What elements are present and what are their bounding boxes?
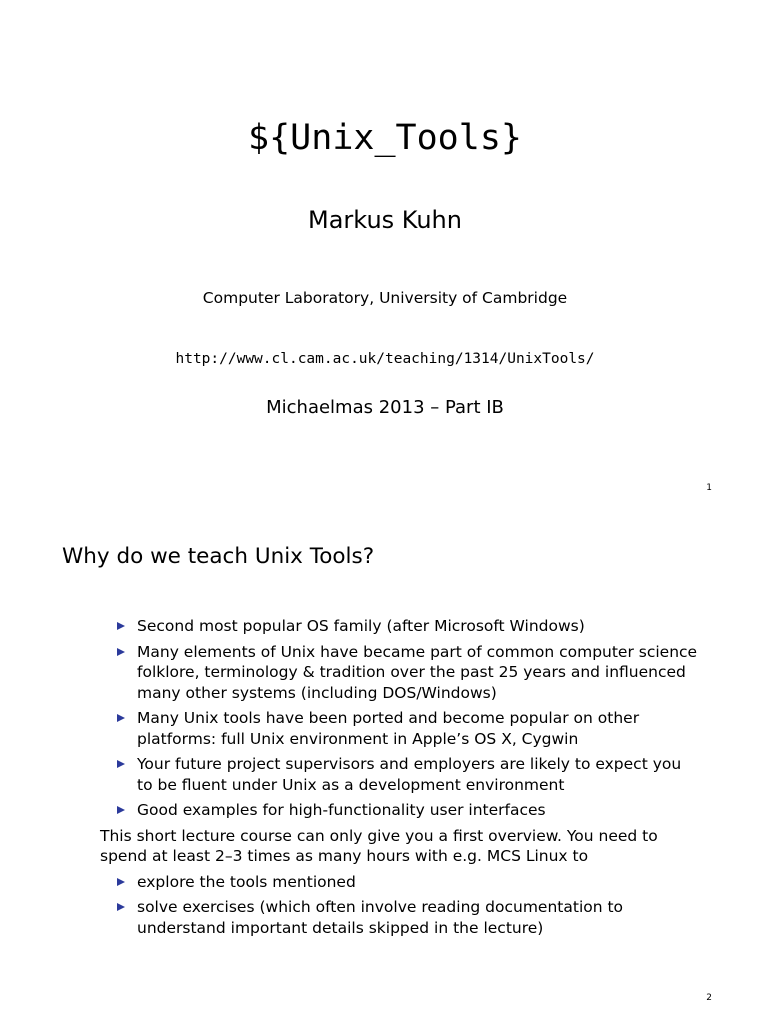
list-item-text: Your future project supervisors and employers are likely to expect you to be fluent under Unix as a development environment [137, 755, 682, 794]
overview-paragraph: This short lecture course can only give you a first overview. You need to spend at least 2–3 times as many hours with e.g. MCS Linux to [100, 826, 658, 865]
list-item [100, 897, 700, 938]
bullet-list [100, 616, 700, 821]
content-slide [0, 512, 770, 1024]
list-item-text: Many elements of Unix have became part of common computer science folklore, terminology & tradition over the past 25 years and influenced many other systems (including DOS/Windows) [137, 642, 698, 702]
slide-body [100, 616, 700, 943]
list-item-text: Good examples for high-functionality user interfaces [137, 801, 546, 819]
slide-title: Why do we teach Unix Tools? [62, 544, 375, 569]
triangle-bullet-icon [117, 806, 125, 814]
course-url[interactable]: http://www.cl.cam.ac.uk/teaching/1314/UnixTools/ [175, 351, 595, 367]
page-number: 1 [706, 483, 712, 493]
triangle-bullet-icon [117, 903, 125, 911]
triangle-bullet-icon [117, 648, 125, 656]
triangle-bullet-icon [117, 622, 125, 630]
list-item [100, 754, 700, 795]
list-item [100, 616, 700, 637]
list-item-text: solve exercises (which often involve reading documentation to understand important details skipped in the lecture) [137, 898, 624, 937]
list-item [100, 872, 700, 893]
institute: Computer Laboratory, University of Cambridge [202, 289, 568, 307]
page-number: 2 [706, 993, 712, 1003]
triangle-bullet-icon [117, 878, 125, 886]
list-item-text: explore the tools mentioned [137, 872, 356, 891]
list-item-text: Second most popular OS family (after Microsoft Windows) [137, 617, 585, 635]
term-date: Michaelmas 2013 – Part IB [266, 397, 504, 418]
presentation-title: ${Unix_Tools} [248, 118, 522, 158]
sub-bullet-list [100, 872, 700, 939]
triangle-bullet-icon [117, 714, 125, 722]
list-item [100, 800, 700, 821]
list-item-text: Many Unix tools have been ported and become popular on other platforms: full Unix environment in Apple’s OS X, Cygwin [137, 709, 640, 748]
author-name: Markus Kuhn [308, 206, 462, 234]
list-item [100, 708, 700, 749]
triangle-bullet-icon [117, 760, 125, 768]
list-item [100, 642, 700, 704]
